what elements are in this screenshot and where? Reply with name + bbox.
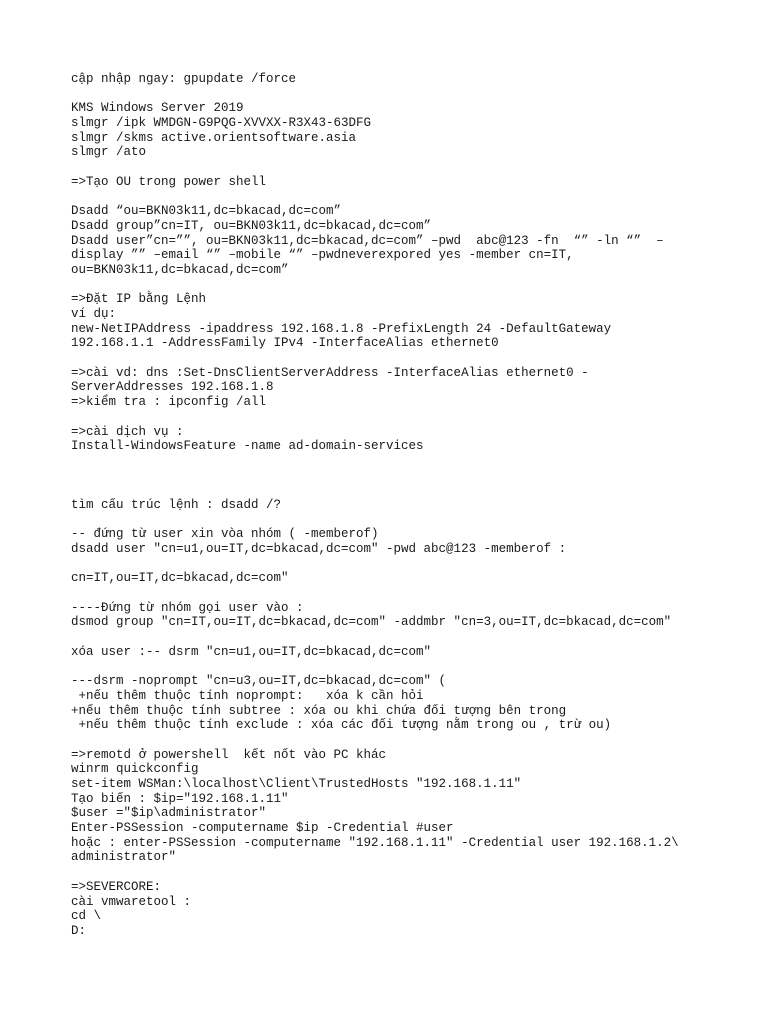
text-line: +nếu thêm thuộc tính exclude : xóa các đối tượng nằm trong ou , trừ ou) bbox=[71, 718, 612, 733]
text-line: hoặc : enter-PSSession -computername "192.168.1.11" -Credential user 192.168.1.2\ bbox=[71, 835, 679, 850]
text-line: =>Tạo OU trong power shell bbox=[71, 174, 267, 189]
text-line: dsadd user "cn=u1,ou=IT,dc=bkacad,dc=com" -pwd abc@123 -memberof : bbox=[71, 542, 567, 556]
text-line: =>cài vd: dns :Set-DnsClientServerAddress -InterfaceAlias ethernet0 - bbox=[71, 365, 589, 380]
blank-line bbox=[71, 733, 751, 748]
text-line: =>remotd ở powershell kết nốt vào PC khác bbox=[71, 747, 387, 762]
text-line: ----Đứng từ nhóm gọi user vào : bbox=[71, 600, 304, 615]
text-line: Install-WindowsFeature -name ad-domain-services bbox=[71, 439, 424, 454]
text-line: ví dụ: bbox=[71, 307, 117, 321]
text-line: D: bbox=[71, 923, 87, 938]
blank-line bbox=[71, 660, 751, 675]
text-line: cd \ bbox=[71, 909, 102, 924]
text-line: tìm cấu trúc lệnh : dsadd /? bbox=[71, 497, 282, 512]
blank-line bbox=[71, 351, 751, 366]
text-line: cập nhập ngay: gpupdate /force bbox=[71, 72, 297, 86]
text-line: +nếu thêm thuộc tính noprompt: xóa k cần hỏi bbox=[71, 688, 424, 703]
text-line: winrm quickconfig bbox=[71, 762, 199, 777]
text-line: Dsadd user”cn=””, ou=BKN03k11,dc=bkacad,dc=com” –pwd abc@123 -fn “” -ln “” – bbox=[71, 233, 664, 248]
text-line: Tạo biến : $ip="192.168.1.11" bbox=[71, 791, 289, 806]
text-line: =>SEVERCORE: bbox=[71, 879, 162, 894]
text-line: -- đứng từ user xin vòa nhóm ( -memberof) bbox=[71, 527, 379, 542]
text-line: =>Đặt IP bằng Lệnh bbox=[71, 292, 207, 307]
text-line: Dsadd group”cn=IT, ou=BKN03k11,dc=bkacad,dc=com” bbox=[71, 218, 432, 233]
text-line: cài vmwaretool : bbox=[71, 894, 192, 909]
blank-line bbox=[71, 160, 751, 175]
blank-line bbox=[71, 557, 751, 572]
text-line: administrator" bbox=[71, 850, 177, 865]
text-line: display ”” –email “” –mobile “” –pwdneverexpored yes -member cn=IT, bbox=[71, 248, 574, 263]
text-line: slmgr /ipk WMDGN-G9PQG-XVVXX-R3X43-63DFG bbox=[71, 116, 372, 131]
blank-line bbox=[71, 513, 751, 528]
text-line: =>kiểm tra : ipconfig /all bbox=[71, 395, 267, 410]
text-line: KMS Windows Server 2019 bbox=[71, 101, 244, 116]
blank-line bbox=[71, 410, 751, 425]
text-line: ---dsrm -noprompt "cn=u3,ou=IT,dc=bkacad,dc=com" ( bbox=[71, 674, 447, 689]
text-line: ou=BKN03k11,dc=bkacad,dc=com” bbox=[71, 262, 289, 277]
text-line: 192.168.1.1 -AddressFamily IPv4 -InterfaceAlias ethernet0 bbox=[71, 336, 499, 351]
text-line: new-NetIPAddress -ipaddress 192.168.1.8 -PrefixLength 24 -DefaultGateway bbox=[71, 321, 612, 336]
blank-line bbox=[71, 483, 751, 498]
text-line: set-item WSMan:\localhost\Client\TrustedHosts "192.168.1.11" bbox=[71, 777, 522, 791]
blank-line bbox=[71, 87, 751, 102]
blank-line bbox=[71, 586, 751, 601]
blank-line bbox=[71, 190, 751, 205]
text-line: Enter-PSSession -computername $ip -Credential #user bbox=[71, 821, 454, 836]
text-line: slmgr /skms active.orientsoftware.asia bbox=[71, 130, 357, 145]
text-line: cn=IT,ou=IT,dc=bkacad,dc=com" bbox=[71, 571, 289, 586]
text-line: =>cài dịch vụ : bbox=[71, 424, 184, 439]
document-page bbox=[71, 72, 751, 939]
blank-line bbox=[71, 630, 751, 645]
blank-line bbox=[71, 865, 751, 880]
blank-line bbox=[71, 278, 751, 293]
text-line: xóa user :-- dsrm "cn=u1,ou=IT,dc=bkacad,dc=com" bbox=[71, 644, 432, 659]
text-line: dsmod group "cn=IT,ou=IT,dc=bkacad,dc=com" -addmbr "cn=3,ou=IT,dc=bkacad,dc=com" bbox=[71, 615, 672, 630]
text-line: ServerAddresses 192.168.1.8 bbox=[71, 380, 274, 395]
text-line: +nếu thêm thuộc tính subtree : xóa ou khi chứa đối tượng bên trong bbox=[71, 703, 567, 718]
text-line: slmgr /ato bbox=[71, 145, 147, 160]
blank-line bbox=[71, 454, 751, 469]
text-line: Dsadd “ou=BKN03k11,dc=bkacad,dc=com” bbox=[71, 204, 342, 219]
blank-line bbox=[71, 469, 751, 484]
text-line: $user ="$ip\administrator" bbox=[71, 806, 267, 821]
